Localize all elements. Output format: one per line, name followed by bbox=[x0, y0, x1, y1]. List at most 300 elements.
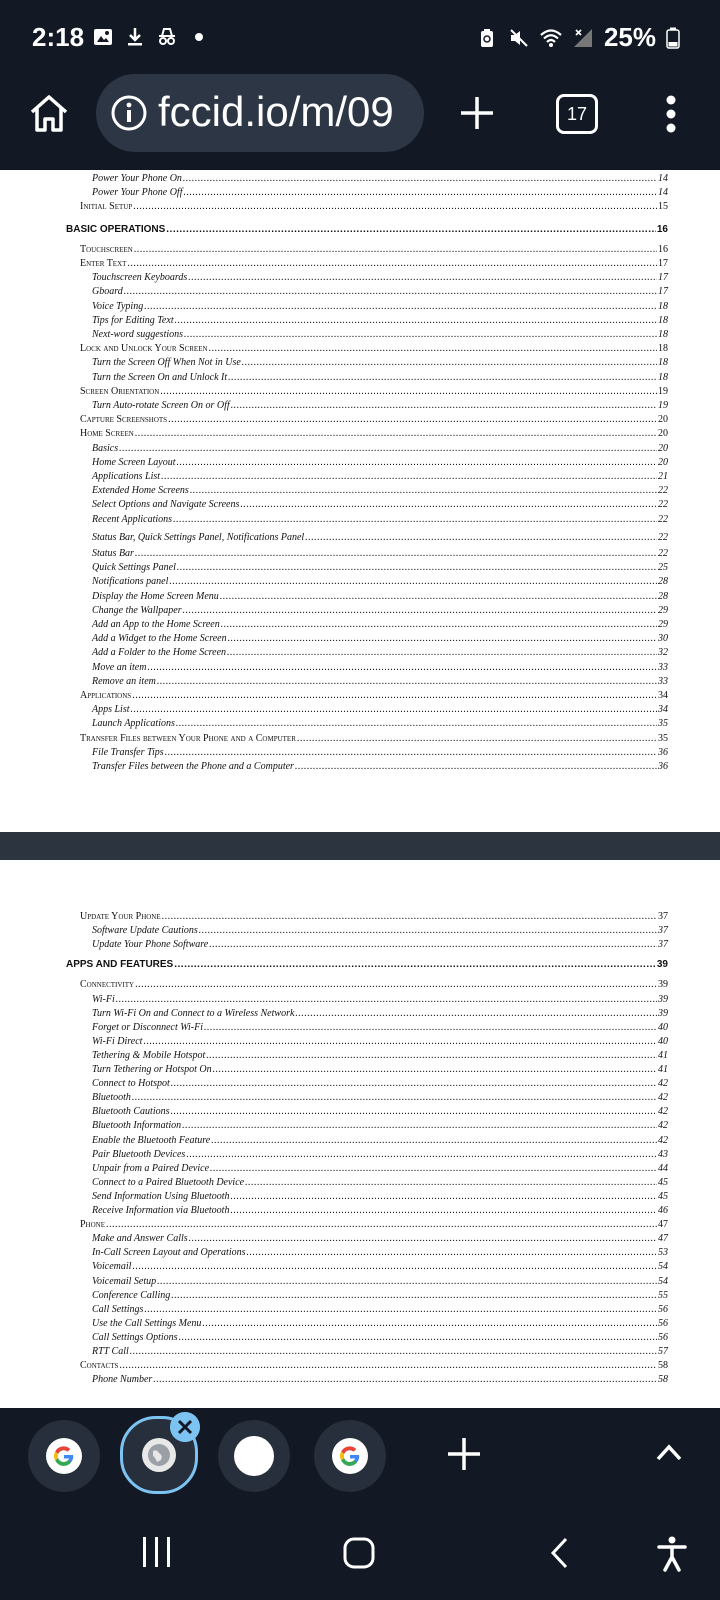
toc-leader-dots bbox=[174, 959, 656, 970]
toc-page-number: 20 bbox=[658, 456, 668, 468]
toc-leader-dots bbox=[295, 761, 657, 772]
toc-page-number: 53 bbox=[658, 1247, 668, 1259]
toc-entry-label: Applications bbox=[80, 690, 132, 701]
toc-entry-label: Contacts bbox=[80, 1360, 119, 1372]
toc-leader-dots bbox=[171, 1078, 657, 1089]
toc-entry-label: Bluetooth Cautions bbox=[92, 1106, 170, 1118]
toc-leader-dots bbox=[131, 704, 657, 715]
toc-leader-dots bbox=[220, 591, 657, 602]
toc-entry-label: Wi-Fi bbox=[92, 993, 115, 1005]
toc-entry[interactable] bbox=[80, 687, 668, 701]
chevron-up-icon[interactable] bbox=[656, 1442, 682, 1462]
toc-entry[interactable] bbox=[92, 283, 668, 297]
toc-entry[interactable] bbox=[92, 269, 668, 283]
toc-page-number: 28 bbox=[658, 590, 668, 602]
toc-entry[interactable] bbox=[92, 496, 668, 510]
toc-entry[interactable] bbox=[92, 468, 668, 482]
google-icon bbox=[332, 1438, 368, 1474]
toc-entry-label: Transfer Files between the Phone and a Computer bbox=[92, 761, 294, 772]
home-icon[interactable] bbox=[342, 1536, 376, 1570]
toc-entry[interactable] bbox=[92, 1089, 668, 1103]
toc-entry-label: Bluetooth Information bbox=[92, 1120, 182, 1132]
toc-entry[interactable] bbox=[92, 673, 668, 687]
toc-entry-label: Basics bbox=[92, 442, 119, 454]
toc-leader-dots bbox=[295, 1008, 657, 1019]
toc-leader-dots bbox=[228, 372, 657, 383]
toc-leader-dots bbox=[188, 272, 657, 283]
toc-leader-dots bbox=[177, 457, 658, 468]
toc-entry[interactable] bbox=[80, 976, 668, 990]
toc-entry[interactable] bbox=[92, 1188, 668, 1202]
toc-entry-label: Enable the Bluetooth Feature bbox=[92, 1134, 211, 1146]
toc-leader-dots bbox=[247, 1247, 657, 1258]
toc-entry-label: Home Screen bbox=[80, 428, 134, 440]
toc-entry-label: Connect to a Paired Bluetooth Device bbox=[92, 1176, 245, 1188]
toc-page-number: 34 bbox=[658, 704, 668, 716]
toc-leader-dots bbox=[183, 187, 657, 198]
toc-entry-label: Touchscreen Keyboards bbox=[92, 272, 188, 284]
toc-entry-label: Phone bbox=[80, 1219, 106, 1231]
toc-page-number: 17 bbox=[658, 272, 668, 284]
toc-leader-dots bbox=[157, 1276, 657, 1287]
toc-page-number: 56 bbox=[658, 1303, 668, 1315]
more-icon[interactable] bbox=[664, 94, 678, 134]
close-icon[interactable] bbox=[170, 1412, 200, 1442]
toc-entry[interactable] bbox=[92, 1117, 668, 1131]
toc-entry[interactable] bbox=[80, 425, 668, 439]
toc-entry-label: Bluetooth bbox=[92, 1092, 131, 1104]
toc-page-number: 35 bbox=[658, 718, 668, 730]
browser-toolbar bbox=[0, 72, 720, 168]
toc-leader-dots bbox=[127, 258, 657, 269]
toc-entry[interactable] bbox=[92, 1315, 668, 1329]
toc-leader-dots bbox=[119, 443, 657, 454]
toc-entry[interactable] bbox=[92, 326, 668, 340]
toc-leader-dots bbox=[132, 1092, 657, 1103]
toc-entry[interactable] bbox=[80, 1216, 668, 1230]
toc-entry[interactable] bbox=[92, 511, 668, 525]
toc-entry[interactable] bbox=[80, 1357, 668, 1371]
toc-leader-dots bbox=[182, 1120, 657, 1131]
toc-entry-label: Tips for Editing Text bbox=[92, 314, 174, 326]
toc-page-number: 42 bbox=[658, 1134, 668, 1146]
toc-entry[interactable] bbox=[92, 1033, 668, 1047]
toc-leader-dots bbox=[175, 315, 657, 326]
toc-entry-label: Use the Call Settings Menu bbox=[92, 1317, 202, 1329]
toc-leader-dots bbox=[177, 562, 657, 573]
toc-entry-label: Update Your Phone bbox=[80, 911, 161, 922]
toc-entry-label: Voice Typing bbox=[92, 300, 144, 312]
toc-entry[interactable] bbox=[92, 1160, 668, 1174]
toc-leader-dots bbox=[134, 244, 657, 255]
toc-entry[interactable] bbox=[92, 1019, 668, 1033]
toc-leader-dots bbox=[132, 1261, 657, 1272]
toc-entry-label: Turn the Screen On and Unlock It bbox=[92, 371, 228, 383]
toc-entry-label: Turn Tethering or Hotspot On bbox=[92, 1064, 212, 1075]
toc-entry-label: Home Screen Layout bbox=[92, 456, 176, 468]
toc-page-number: 20 bbox=[658, 442, 668, 454]
toc-page-number: 25 bbox=[658, 562, 668, 574]
toc-entry[interactable] bbox=[92, 1287, 668, 1301]
toc-leader-dots bbox=[119, 1360, 657, 1371]
page-separator bbox=[0, 832, 720, 860]
image-icon bbox=[92, 26, 114, 48]
toc-entry-label: Unpair from a Paired Device bbox=[92, 1162, 210, 1174]
toc-entry[interactable] bbox=[92, 1132, 668, 1146]
toc-entry[interactable] bbox=[92, 602, 668, 616]
toc-section-heading[interactable] bbox=[66, 221, 668, 235]
toc-page-number: 41 bbox=[658, 1064, 668, 1075]
toc-page-number: 39 bbox=[658, 979, 668, 991]
toc-entry-label: Status Bar, Quick Settings Panel, Notifications Panel bbox=[92, 531, 305, 543]
toc-entry[interactable] bbox=[92, 1258, 668, 1272]
toc-leader-dots bbox=[168, 414, 657, 425]
toc-entry[interactable] bbox=[92, 659, 668, 673]
toc-leader-dots bbox=[231, 400, 657, 411]
toc-leader-dots bbox=[245, 1177, 657, 1188]
status-time: 2:18 bbox=[32, 22, 85, 52]
toc-entry[interactable] bbox=[92, 1174, 668, 1188]
accessibility-icon[interactable] bbox=[656, 1536, 688, 1572]
toc-entry-label: Quick Settings Panel bbox=[92, 562, 176, 574]
toc-leader-dots bbox=[209, 939, 657, 950]
toc-leader-dots bbox=[186, 1149, 657, 1160]
toc-page-number: 42 bbox=[658, 1078, 668, 1090]
toc-entry-label: APPS AND FEATURES bbox=[66, 959, 174, 971]
toc-page-number: 20 bbox=[658, 414, 668, 426]
toc-leader-dots bbox=[184, 329, 657, 340]
toc-section-heading[interactable] bbox=[66, 956, 668, 970]
toc-leader-dots bbox=[135, 548, 657, 559]
toc-entry[interactable] bbox=[92, 440, 668, 454]
toc-page-number: 22 bbox=[658, 499, 668, 511]
toc-page-number: 37 bbox=[658, 939, 668, 951]
new-tab-button[interactable] bbox=[458, 94, 496, 132]
toc-entry-label: Call Settings Options bbox=[92, 1331, 178, 1343]
toc-leader-dots bbox=[171, 1106, 658, 1117]
toc-leader-dots bbox=[153, 1374, 657, 1385]
toc-leader-dots bbox=[133, 201, 657, 212]
toc-entry-label: Move an item bbox=[92, 661, 147, 673]
toc-page-number: 55 bbox=[658, 1289, 668, 1301]
toc-entry[interactable] bbox=[92, 1301, 668, 1315]
toc-entry-label: Add a Widget to the Home Screen bbox=[92, 633, 227, 645]
toc-page-number: 47 bbox=[658, 1233, 668, 1245]
download-icon bbox=[124, 26, 146, 48]
toc-entry-label: Add a Folder to the Home Screen bbox=[92, 647, 227, 659]
toc-entry-label: Tethering & Mobile Hotspot bbox=[92, 1049, 206, 1061]
toc-page-number: 17 bbox=[658, 258, 668, 269]
toc-entry[interactable] bbox=[92, 922, 668, 936]
toc-page-number: 30 bbox=[658, 633, 668, 645]
toc-entry[interactable] bbox=[92, 354, 668, 368]
toc-entry-label: Touchscreen bbox=[80, 243, 133, 255]
toc-leader-dots bbox=[228, 633, 657, 644]
toc-entry-label: Next-word suggestions bbox=[92, 329, 184, 340]
toc-entry[interactable] bbox=[92, 170, 668, 184]
toc-page-number: 19 bbox=[658, 385, 668, 397]
tab-strip bbox=[0, 1408, 720, 1508]
toc-leader-dots bbox=[173, 514, 657, 525]
toc-page-number: 22 bbox=[658, 513, 668, 525]
toc-entry-label: Pair Bluetooth Devices bbox=[92, 1148, 186, 1160]
toc-entry[interactable] bbox=[80, 255, 668, 269]
toc-entry[interactable] bbox=[92, 1273, 668, 1287]
incognito-icon bbox=[156, 26, 178, 48]
toc-entry-label: Turn Wi-Fi On and Connect to a Wireless Network bbox=[92, 1007, 295, 1019]
toc-entry-label: Wi-Fi Direct bbox=[92, 1035, 143, 1047]
toc-page-number: 14 bbox=[658, 187, 668, 199]
toc-entry[interactable] bbox=[92, 1371, 668, 1385]
toc-entry-label: Add an App to the Home Screen bbox=[92, 619, 220, 630]
toc-entry[interactable] bbox=[92, 715, 668, 729]
toc-entry-label: Initial Setup bbox=[80, 201, 133, 213]
toc-entry-label: Status Bar bbox=[92, 548, 134, 559]
toc-entry-label: Connect to Hotspot bbox=[92, 1078, 170, 1090]
toc-entry-label: Call Settings bbox=[92, 1303, 144, 1315]
toc-page-number: 17 bbox=[658, 286, 668, 298]
toc-entry-label: Voicemail Setup bbox=[92, 1275, 157, 1287]
toc-page-number: 45 bbox=[658, 1190, 668, 1202]
toc-entry[interactable] bbox=[92, 616, 668, 630]
toc-leader-dots bbox=[135, 428, 657, 439]
back-icon[interactable] bbox=[548, 1536, 570, 1570]
toc-entry[interactable] bbox=[92, 369, 668, 383]
google-tab[interactable] bbox=[314, 1420, 386, 1492]
toc-leader-dots bbox=[211, 1135, 657, 1146]
toc-leader-dots bbox=[135, 979, 657, 990]
toc-page-number: 54 bbox=[658, 1275, 668, 1287]
toc-entry[interactable] bbox=[92, 1061, 668, 1075]
toc-page-number: 18 bbox=[658, 343, 668, 355]
toc-entry-label: RTT Call bbox=[92, 1346, 129, 1357]
toc-entry-label: Forget or Disconnect Wi-Fi bbox=[92, 1021, 203, 1033]
toc-entry-label: Power Your Phone On bbox=[92, 173, 182, 184]
toc-leader-dots bbox=[160, 386, 657, 397]
toc-entry-label: Launch Applications bbox=[92, 718, 175, 730]
toc-entry[interactable] bbox=[92, 482, 668, 496]
toc-leader-dots bbox=[202, 1318, 657, 1329]
toc-entry[interactable] bbox=[80, 730, 668, 744]
toc-leader-dots bbox=[183, 173, 657, 184]
toc-entry[interactable] bbox=[92, 559, 668, 573]
toc-entry[interactable] bbox=[92, 454, 668, 468]
toc-leader-dots bbox=[162, 911, 657, 922]
toc-leader-dots bbox=[213, 1064, 657, 1075]
wifi-icon bbox=[540, 27, 562, 49]
plus-icon[interactable] bbox=[446, 1436, 482, 1472]
toc-entry[interactable] bbox=[92, 991, 668, 1005]
toc-entry-label: BASIC OPERATIONS bbox=[66, 223, 166, 235]
google-tab[interactable] bbox=[28, 1420, 100, 1492]
toc-entry[interactable] bbox=[92, 630, 668, 644]
toc-page-number: 21 bbox=[658, 471, 668, 482]
mute-icon bbox=[508, 27, 530, 49]
toc-entry-label: File Transfer Tips bbox=[92, 746, 164, 758]
toc-page-number: 22 bbox=[658, 531, 668, 543]
toc-entry-label: Lock and Unlock Your Screen bbox=[80, 343, 208, 355]
toc-page-number: 16 bbox=[658, 243, 668, 255]
toc-page-number: 14 bbox=[658, 173, 668, 184]
toc-entry-label: In-Call Screen Layout and Operations bbox=[92, 1247, 246, 1259]
toc-leader-dots bbox=[130, 1346, 657, 1357]
toc-entry[interactable] bbox=[92, 1202, 668, 1216]
toc-leader-dots bbox=[132, 690, 657, 701]
toc-entry[interactable] bbox=[92, 936, 668, 950]
home-icon[interactable] bbox=[28, 92, 70, 134]
toc-entry-label: Connectivity bbox=[80, 979, 135, 991]
toc-page-number: 39 bbox=[658, 993, 668, 1005]
toc-page-number: 39 bbox=[656, 959, 668, 971]
globe-icon bbox=[141, 1437, 177, 1473]
toc-page-number: 36 bbox=[658, 761, 668, 772]
toc-page-number: 42 bbox=[658, 1106, 668, 1118]
toc-page-number: 58 bbox=[658, 1360, 668, 1372]
toc-entry[interactable] bbox=[92, 744, 668, 758]
system-nav-bar bbox=[0, 1508, 720, 1600]
toc-entry-label: Power Your Phone Off bbox=[92, 187, 183, 199]
toc-entry[interactable] bbox=[80, 198, 668, 212]
toc-entry[interactable] bbox=[92, 184, 668, 198]
toc-page-number: 42 bbox=[658, 1092, 668, 1104]
toc-leader-dots bbox=[144, 301, 657, 312]
toc-entry[interactable] bbox=[92, 1047, 668, 1061]
toc-entry-label: Apps List bbox=[92, 704, 130, 716]
toc-entry-label: Change the Wallpaper bbox=[92, 604, 182, 616]
toc-leader-dots bbox=[305, 532, 657, 543]
toc-entry[interactable] bbox=[80, 411, 668, 425]
toc-leader-dots bbox=[176, 718, 657, 729]
toc-page-number: 39 bbox=[658, 1007, 668, 1019]
toc-page-number: 22 bbox=[658, 485, 668, 497]
toc-entry-label: Turn Auto-rotate Screen On or Off bbox=[92, 400, 230, 411]
toc-page-number: 19 bbox=[658, 400, 668, 411]
toc-page-number: 18 bbox=[658, 314, 668, 326]
pdf-viewer[interactable] bbox=[0, 170, 720, 1408]
toc-entry[interactable] bbox=[92, 1103, 668, 1117]
toc-entry[interactable] bbox=[80, 241, 668, 255]
toc-leader-dots bbox=[144, 1304, 657, 1315]
toc-leader-dots bbox=[116, 994, 657, 1005]
toc-entry-label: Remove an item bbox=[92, 675, 156, 687]
toc-leader-dots bbox=[147, 662, 657, 673]
info-icon[interactable] bbox=[110, 94, 148, 132]
toc-page-number: 18 bbox=[658, 300, 668, 312]
toc-leader-dots bbox=[166, 224, 656, 235]
no-signal-icon bbox=[572, 27, 594, 49]
toc-page-number: 37 bbox=[658, 911, 668, 922]
toc-leader-dots bbox=[240, 499, 657, 510]
tab-switcher-button[interactable]: 17 bbox=[556, 94, 598, 134]
toc-page-number: 41 bbox=[658, 1049, 668, 1061]
toc-page-number: 18 bbox=[658, 357, 668, 369]
toc-page-number: 58 bbox=[658, 1374, 668, 1386]
toc-entry-label: Voicemail bbox=[92, 1261, 132, 1273]
url-text[interactable]: fccid.io/m/09 bbox=[158, 88, 394, 135]
toc-page-number: 18 bbox=[658, 371, 668, 383]
toc-entry[interactable] bbox=[92, 701, 668, 715]
toc-entry-label: Display the Home Screen Menu bbox=[92, 590, 219, 602]
toc-leader-dots bbox=[221, 619, 657, 630]
toc-leader-dots bbox=[161, 471, 657, 482]
toc-entry[interactable] bbox=[92, 1075, 668, 1089]
toc-page-number: 34 bbox=[658, 690, 668, 701]
toc-entry[interactable] bbox=[92, 758, 668, 772]
battery-saver-icon bbox=[476, 27, 498, 49]
toc-entry[interactable] bbox=[92, 1343, 668, 1357]
toc-entry[interactable] bbox=[92, 1146, 668, 1160]
toc-leader-dots bbox=[231, 1191, 658, 1202]
toc-leader-dots bbox=[204, 1022, 657, 1033]
toc-page-number: 44 bbox=[658, 1162, 668, 1174]
toc-page-number: 56 bbox=[658, 1317, 668, 1329]
toc-leader-dots bbox=[183, 605, 657, 616]
toc-page-number: 16 bbox=[656, 223, 668, 235]
toc-entry[interactable] bbox=[92, 588, 668, 602]
toc-entry[interactable] bbox=[92, 545, 668, 559]
toc-entry[interactable] bbox=[92, 312, 668, 326]
toc-entry[interactable] bbox=[92, 1329, 668, 1343]
toc-page-number: 56 bbox=[658, 1331, 668, 1343]
toc-leader-dots bbox=[179, 1332, 657, 1343]
toc-page-number: 32 bbox=[658, 647, 668, 659]
toc-leader-dots bbox=[230, 1205, 657, 1216]
toc-page-number: 20 bbox=[658, 428, 668, 440]
toc-leader-dots bbox=[171, 1290, 657, 1301]
toc-entry[interactable] bbox=[92, 1230, 668, 1244]
toc-leader-dots bbox=[210, 1163, 657, 1174]
toc-page-number: 57 bbox=[658, 1346, 668, 1357]
blank-tab[interactable] bbox=[218, 1420, 290, 1492]
toc-entry-label: Software Update Cautions bbox=[92, 925, 198, 937]
toc-leader-dots bbox=[190, 485, 657, 496]
toc-page-number: 54 bbox=[658, 1261, 668, 1273]
toc-page-number: 40 bbox=[658, 1021, 668, 1033]
toc-page-number: 18 bbox=[658, 329, 668, 340]
toc-entry-label: Extended Home Screens bbox=[92, 485, 189, 497]
toc-entry-label: Enter Text bbox=[80, 258, 127, 269]
toc-entry[interactable] bbox=[92, 1005, 668, 1019]
toc-entry[interactable] bbox=[92, 573, 668, 587]
toc-entry[interactable] bbox=[92, 1244, 668, 1258]
toc-leader-dots bbox=[297, 733, 657, 744]
toc-entry-label: Phone Number bbox=[92, 1374, 153, 1386]
toc-page-number: 22 bbox=[658, 548, 668, 559]
toc-page-number: 40 bbox=[658, 1035, 668, 1047]
toc-page-number: 15 bbox=[658, 201, 668, 213]
toc-entry[interactable] bbox=[92, 298, 668, 312]
toc-entry-label: Capture Screenshots bbox=[80, 414, 168, 426]
toc-entry[interactable] bbox=[80, 908, 668, 922]
recents-icon[interactable] bbox=[140, 1536, 174, 1568]
toc-entry[interactable] bbox=[92, 397, 668, 411]
toc-page-number: 42 bbox=[658, 1120, 668, 1132]
toc-entry[interactable] bbox=[80, 383, 668, 397]
toc-page-number: 28 bbox=[658, 576, 668, 588]
toc-entry[interactable] bbox=[92, 644, 668, 658]
dot-icon bbox=[188, 26, 210, 48]
toc-entry-label: Select Options and Navigate Screens bbox=[92, 499, 240, 511]
toc-entry-label: Gboard bbox=[92, 286, 123, 298]
toc-entry-label: Receive Information via Bluetooth bbox=[92, 1205, 230, 1216]
google-icon bbox=[46, 1438, 82, 1474]
toc-page-number: 33 bbox=[658, 675, 668, 687]
toc-entry[interactable] bbox=[80, 340, 668, 354]
toc-page-number: 47 bbox=[658, 1219, 668, 1231]
toc-entry[interactable] bbox=[92, 529, 668, 543]
address-bar[interactable] bbox=[96, 74, 424, 152]
toc-entry-label: Send Information Using Bluetooth bbox=[92, 1190, 230, 1202]
